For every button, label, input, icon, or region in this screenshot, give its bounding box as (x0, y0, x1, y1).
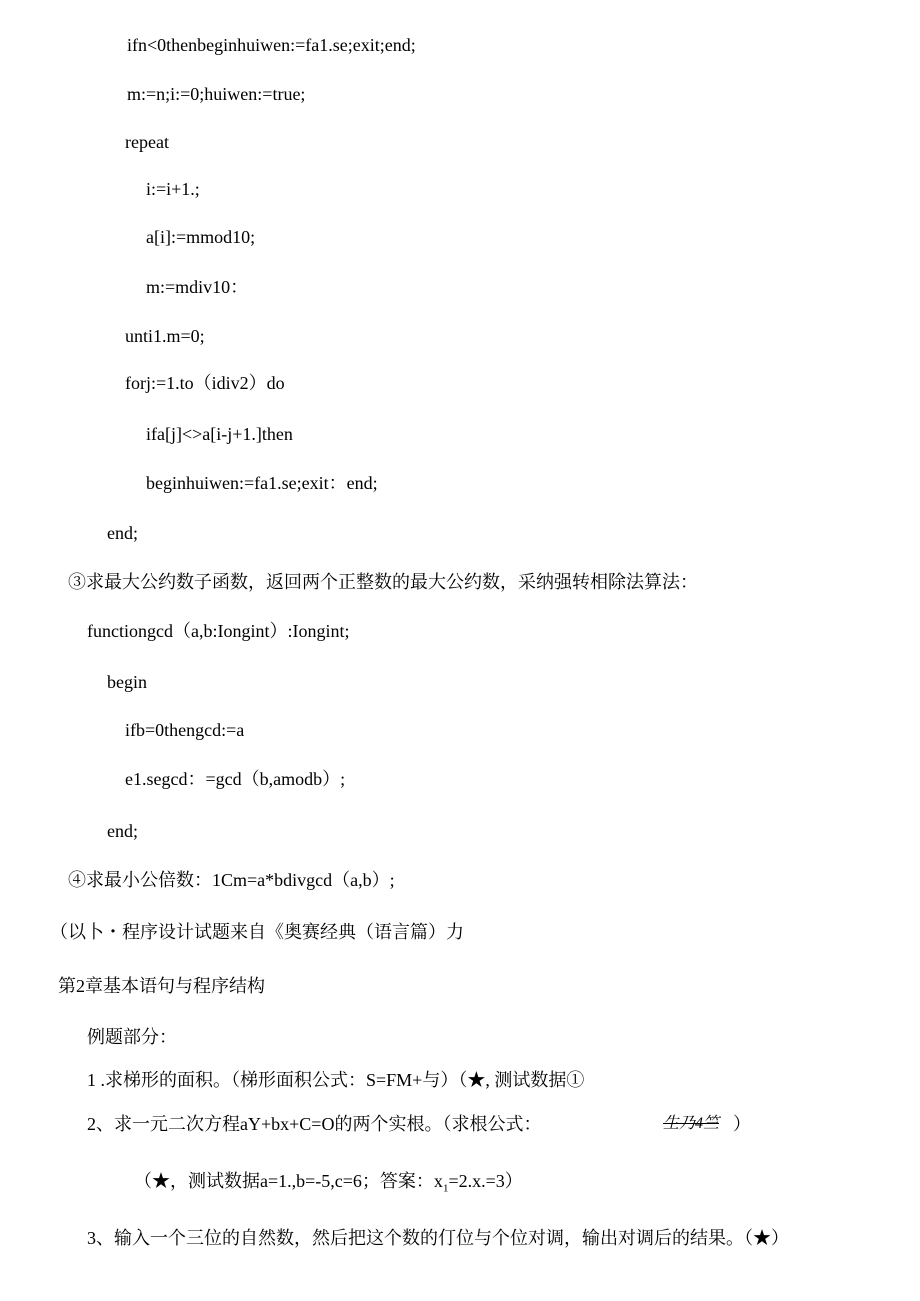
example-2: 2、求一元二次方程aY+bx+C=O的两个实根。（求根公式： (87, 1114, 542, 1134)
code-line-3: repeat (125, 132, 169, 152)
root-formula: 生乃4竺 (663, 1115, 720, 1132)
example-3: 3、输入一个三位的自然数，然后把这个数的仃位与个位对调，输出对调后的结果。（★） (87, 1228, 789, 1248)
code-line-7: unti1.m=0; (125, 326, 205, 346)
gcd-begin: begin (107, 672, 147, 692)
code-line-2: m:=n;i:=0;huiwen:=true; (127, 84, 306, 104)
gcd-end: end; (107, 821, 138, 841)
lcm-line: ④求最小公倍数：1Cm=a*bdivgcd（a,b）; (68, 870, 395, 890)
example-2-test-suffix: =2.x.=3） (448, 1171, 523, 1191)
code-line-10: beginhuiwen:=fa1.se;exit：end; (146, 473, 378, 493)
example-2-test-sub: 1 (442, 1182, 449, 1195)
source-note: （以卜・程序设计试题来自《奥赛经典（语言篇）力 (50, 922, 464, 942)
example-2-test-prefix: （★，测试数据a=1.,b=-5,c=6；答案：x (134, 1171, 443, 1191)
gcd-else-line: e1.segcd：=gcd（b,amodb）; (125, 769, 346, 789)
code-line-8: forj:=1.to（idiv2）do (125, 373, 285, 393)
code-line-6: m:=mdiv10： (146, 277, 249, 297)
example-2-test-data (134, 1170, 523, 1195)
examples-heading: 例题部分： (87, 1027, 177, 1047)
code-line-1: ifn<0thenbeginhuiwen:=fa1.se;exit;end; (127, 35, 416, 55)
example-2-close: ） (733, 1114, 751, 1134)
code-line-9: ifa[j]<>a[i-j+1.]then (146, 424, 293, 444)
example-1: 1 .求梯形的面积。（梯形面积公式：S=FM+与）（★, 测试数据① (87, 1070, 585, 1090)
code-line-4: i:=i+1.; (146, 179, 200, 199)
gcd-if-line: ifb=0thengcd:=a (125, 720, 245, 740)
code-line-11: end; (107, 523, 138, 543)
gcd-heading: ③求最大公约数子函数，返回两个正整数的最大公约数，采纳强转相除法算法： (68, 572, 698, 592)
gcd-signature: functiongcd（a,b:Iongint）:Iongint; (87, 621, 350, 641)
code-line-5: a[i]:=mmod10; (146, 227, 256, 247)
chapter-title: 第2章基本语句与程序结构 (58, 976, 265, 996)
